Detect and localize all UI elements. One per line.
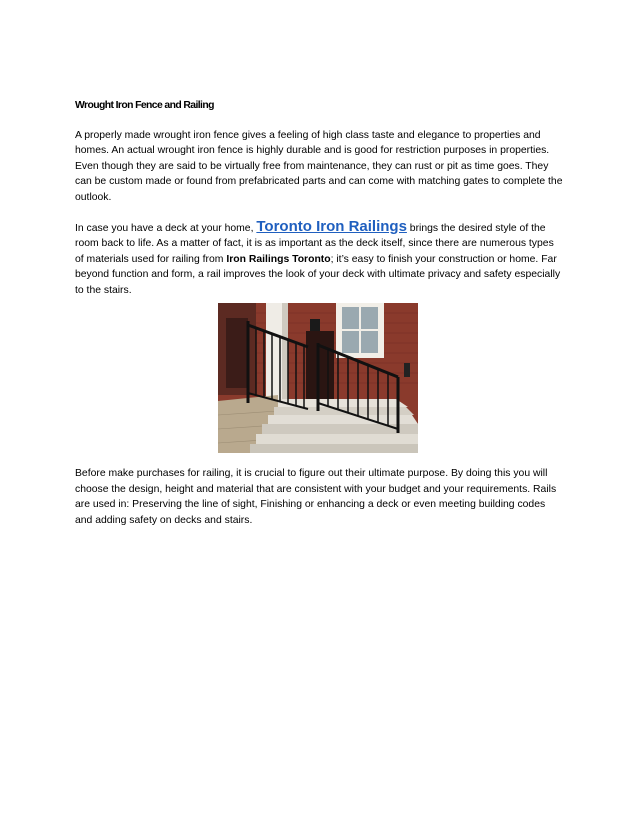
document-heading: Wrought Iron Fence and Railing: [75, 100, 214, 111]
paragraph-railings-intro: In case you have a deck at your home,: [75, 222, 257, 234]
toronto-iron-railings-link[interactable]: Toronto Iron Railings: [256, 217, 407, 235]
paragraph-railings: [75, 219, 565, 299]
railing-photo: [218, 303, 418, 453]
paragraph-intro: A properly made wrought iron fence gives a feeling of high class taste and elegance to properties and homes. An actual wrought iron fence is highly durable and is good for restriction purposes in properties. Even though they are said to be virtually free from maintenance, they can rust or pit as time goes. They can be custom made or found from prefabricated parts and can come with matching gates to complete the outlook.: [75, 129, 563, 203]
document-body: [75, 98, 565, 299]
paragraph-railings-rest: ; it’s easy to finish your construction or home. Far beyond function and form, a rail improves the look of your deck with ultimate privacy and safety especially to the stairs.: [75, 253, 561, 296]
paragraph-railings-after-link: brings the desired style of the room back to life. As a matter of fact, it is as important as the deck itself, since there are numerous types of materials used for railing from: [75, 222, 554, 265]
iron-railings-toronto-bold: Iron Railings Toronto: [226, 253, 331, 265]
paragraph-purpose: Before make purchases for railing, it is crucial to figure out their ultimate purpose. By doing this you will choose the design, height and material that are consistent with your budget and your requirements. Rails are used in: Preserving the line of sight, Finishing or enhancing a deck or even meeting building codes and adding safety on decks and stairs.: [75, 468, 557, 526]
